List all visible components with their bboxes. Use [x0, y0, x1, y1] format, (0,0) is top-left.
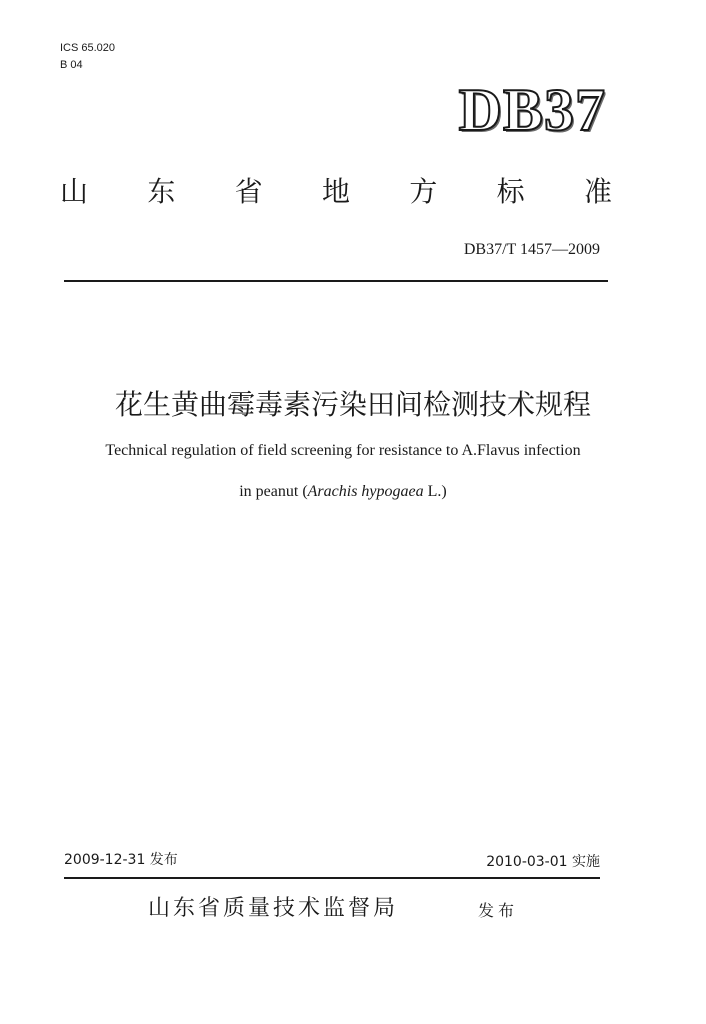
issuer-name: 山东省质量技术监督局 — [148, 896, 399, 921]
standard-type-char: 省 — [234, 175, 263, 208]
standard-number: DB37/T 1457—2009 — [463, 241, 600, 258]
english-title-suffix: L.) — [423, 483, 447, 500]
effective-date: 2010-03-01 实施 — [486, 854, 600, 870]
standard-type-char: 方 — [409, 175, 438, 208]
db-logo: DB37 — [458, 77, 606, 143]
issue-date: 2009-12-31 发布 — [64, 852, 178, 868]
english-title-line-1: Technical regulation of field screening for resistance to A.Flavus infection — [105, 442, 581, 459]
issuer-suffix: 发布 — [478, 901, 519, 920]
standard-type-char: 东 — [147, 175, 176, 208]
header-divider — [64, 280, 608, 282]
standard-type-char: 山 — [60, 175, 89, 208]
footer-divider — [64, 877, 600, 879]
ccs-code: B 04 — [60, 59, 83, 71]
english-title-line-2 — [0, 481, 686, 503]
standard-type-char: 地 — [321, 175, 350, 208]
english-title-prefix: in peanut ( — [239, 483, 308, 500]
ics-code: ICS 65.020 — [60, 42, 116, 54]
standard-type-title — [60, 172, 612, 212]
standard-type-char: 准 — [583, 175, 612, 208]
chinese-title: 花生黄曲霉毒素污染田间检测技术规程 — [114, 388, 591, 421]
standard-type-char: 标 — [496, 175, 525, 208]
english-title-species: Arachis hypogaea — [307, 483, 424, 500]
